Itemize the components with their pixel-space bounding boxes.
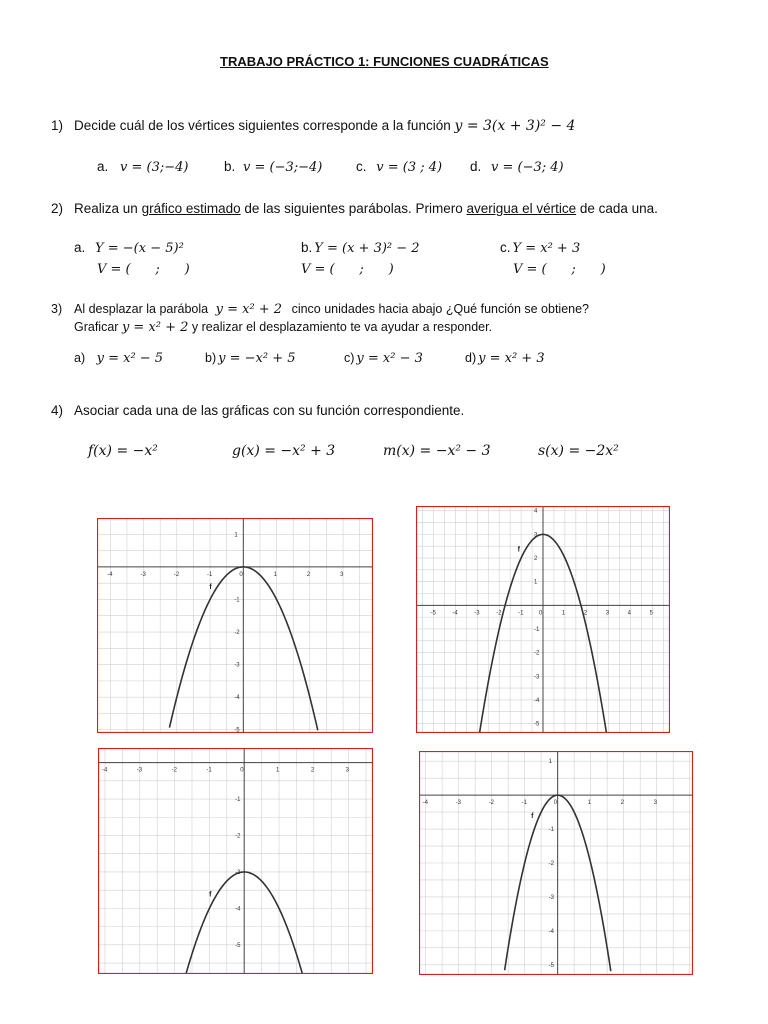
curve-label: f (517, 546, 520, 554)
q3-line-1-post: cinco unidades hacia abajo ¿Qué función se obtiene? (291, 302, 590, 316)
x-tick-label: -2 (171, 767, 177, 774)
y-tick-label: -1 (235, 797, 241, 804)
graph-4 (419, 751, 693, 975)
q2-number: 2) (51, 201, 64, 216)
q2-text-post: de cada una. (579, 201, 658, 216)
q3-option-letter: b) (205, 351, 217, 365)
q2-item-expr: Y = (x + 3)² − 2 (314, 241, 420, 256)
y-tick-label: -2 (534, 650, 540, 657)
graph-4-plot (419, 751, 693, 975)
y-tick-label: -3 (235, 869, 241, 876)
x-tick-label: -3 (136, 767, 143, 774)
x-tick-label: -4 (422, 800, 428, 807)
q1-option-d (470, 159, 564, 175)
q4-text: Asociar cada una de las gráficas con su función correspondiente. (74, 403, 465, 418)
x-tick-label: 1 (273, 571, 277, 578)
q3-option-letter: c) (344, 351, 355, 365)
y-tick-label: 4 (534, 508, 538, 515)
x-tick-label: 4 (627, 610, 631, 617)
q2-text-underline-1: gráfico estimado (141, 201, 241, 216)
q2-item-c-vertex: V = ( ; ) (513, 262, 606, 277)
x-tick-label: -3 (474, 610, 480, 617)
q1-statement: Decide cuál de los vértices siguientes corresponde a la función (74, 118, 451, 133)
x-tick-label: -2 (496, 610, 502, 617)
q1-number: 1) (51, 118, 64, 133)
q1-option-expr: v = (3 ; 4) (376, 160, 443, 175)
x-tick-label: -4 (452, 610, 458, 617)
q3-line-1-function: y = x² + 2 (215, 302, 283, 317)
q1-option-letter: b. (224, 159, 236, 174)
x-tick-label: 3 (605, 610, 610, 617)
x-tick-label: 3 (340, 571, 344, 578)
y-tick-label: -3 (234, 662, 240, 669)
q1-text (74, 118, 575, 134)
q2-item-letter: a. (74, 240, 86, 255)
curve-label: f (531, 813, 534, 821)
x-tick-label: -1 (521, 800, 527, 807)
q4-function-m: m(x) = −x² − 3 (383, 443, 491, 459)
x-tick-label: 0 (239, 571, 243, 578)
x-tick-label: -4 (101, 767, 108, 774)
q1-function: y = 3(x + 3)² − 4 (454, 118, 576, 134)
y-tick-label: -5 (548, 962, 554, 969)
x-tick-label: 2 (306, 571, 311, 578)
curve-label: f (209, 891, 212, 899)
x-tick-label: -5 (430, 610, 436, 617)
x-tick-label: 2 (620, 800, 625, 807)
x-tick-label: 1 (561, 610, 566, 617)
y-tick-label: -2 (235, 833, 241, 840)
y-tick-label: -4 (234, 695, 240, 702)
q1-option-a (97, 159, 189, 175)
graph-3-plot (98, 748, 373, 974)
q2-item-c (500, 240, 580, 256)
y-tick-label: -1 (234, 597, 240, 604)
q4-function-g: g(x) = −x² + 3 (232, 443, 336, 459)
q3-option-expr: y = x² − 5 (96, 351, 164, 366)
q3-option-c (344, 351, 423, 366)
y-tick-label: -2 (234, 630, 240, 637)
x-tick-label: 0 (240, 767, 244, 774)
q1-option-letter: d. (470, 159, 482, 174)
q3-option-letter: a) (74, 351, 86, 365)
x-tick-label: -1 (206, 767, 212, 774)
y-tick-label: -5 (235, 942, 241, 949)
y-tick-label: 1 (234, 532, 238, 539)
q2-text-underline-2: averigua el vértice (466, 201, 577, 216)
x-tick-label: 2 (310, 767, 315, 774)
x-tick-label: -3 (140, 571, 146, 578)
q3-option-letter: d) (465, 351, 477, 365)
q2-item-expr: Y = −(x − 5)² (95, 241, 184, 256)
q3-option-d (465, 351, 545, 366)
y-tick-label: -4 (235, 906, 241, 913)
y-tick-label: -3 (534, 674, 540, 681)
q3-line-2 (74, 320, 492, 335)
q1-option-letter: c. (356, 159, 367, 174)
x-tick-label: 3 (653, 800, 658, 807)
q2-item-a-vertex: V = ( ; ) (97, 262, 190, 277)
q2-item-expr: Y = x² + 3 (512, 241, 581, 256)
y-tick-label: 3 (534, 532, 538, 539)
y-tick-label: 1 (548, 759, 552, 766)
q4-function-f: f(x) = −x² (88, 443, 158, 459)
x-tick-label: -1 (518, 610, 524, 617)
x-tick-label: 2 (583, 610, 588, 617)
q2-text-mid: de las siguientes parábolas. Primero (244, 201, 463, 216)
x-tick-label: 0 (553, 800, 557, 807)
y-tick-label: 1 (534, 579, 538, 586)
x-tick-label: 5 (649, 610, 653, 617)
q2-item-b-vertex: V = ( ; ) (301, 262, 394, 277)
q3-option-a (74, 351, 163, 366)
graph-1-plot (97, 518, 373, 733)
q2-item-b (301, 240, 420, 256)
x-tick-label: -2 (488, 800, 494, 807)
q3-option-expr: y = x² − 3 (356, 351, 423, 366)
y-tick-label: -5 (534, 721, 540, 728)
q1-option-b (224, 159, 322, 175)
q3-line-1 (74, 302, 589, 317)
x-tick-label: -3 (455, 800, 461, 807)
graph-2-plot (416, 506, 670, 733)
q3-line-2-function: y = x² + 2 (121, 320, 189, 335)
x-tick-label: 3 (345, 767, 349, 774)
q3-option-expr: y = x² + 3 (478, 351, 545, 366)
q1-option-letter: a. (97, 159, 109, 174)
y-tick-label: -5 (234, 727, 240, 733)
q2-text-pre: Realiza un (74, 201, 138, 216)
y-tick-label: -3 (548, 894, 554, 901)
q4-function-s: s(x) = −2x² (538, 443, 619, 459)
q1-option-expr: v = (−3; 4) (491, 160, 564, 175)
q3-line-2-post: y realizar el desplazamiento te va ayudar a responder. (191, 320, 493, 334)
q3-option-b (205, 351, 296, 366)
q2-text (74, 201, 658, 216)
y-tick-label: -4 (534, 697, 540, 704)
q1-option-expr: v = (3;−4) (120, 160, 189, 175)
q2-item-letter: b. (301, 240, 313, 255)
y-tick-label: -2 (548, 861, 554, 867)
x-tick-label: -1 (207, 571, 213, 578)
graph-2 (416, 506, 670, 733)
graph-3 (98, 748, 373, 974)
curve-label: f (209, 584, 212, 592)
q3-line-1-pre: Al desplazar la parábola (74, 302, 209, 316)
q1-option-c (356, 159, 442, 175)
y-tick-label: -1 (548, 827, 554, 834)
q2-item-a (74, 240, 184, 256)
y-tick-label: 2 (534, 556, 538, 563)
x-tick-label: 0 (539, 610, 543, 617)
q1-option-expr: v = (−3;−4) (243, 160, 323, 175)
q4-number: 4) (51, 403, 64, 418)
page-title: TRABAJO PRÁCTICO 1: FUNCIONES CUADRÁTICAS (220, 54, 549, 69)
q3-option-expr: y = −x² + 5 (218, 351, 296, 366)
x-tick-label: -2 (173, 571, 180, 578)
q3-number: 3) (51, 302, 63, 316)
q3-line-2-pre: Graficar (74, 320, 119, 334)
x-tick-label: 1 (587, 800, 592, 807)
q2-item-letter: c. (500, 240, 511, 255)
y-tick-label: -4 (548, 928, 554, 935)
x-tick-label: 1 (276, 767, 280, 774)
graph-1 (97, 518, 373, 733)
x-tick-label: -4 (107, 571, 113, 578)
y-tick-label: -1 (534, 626, 540, 633)
